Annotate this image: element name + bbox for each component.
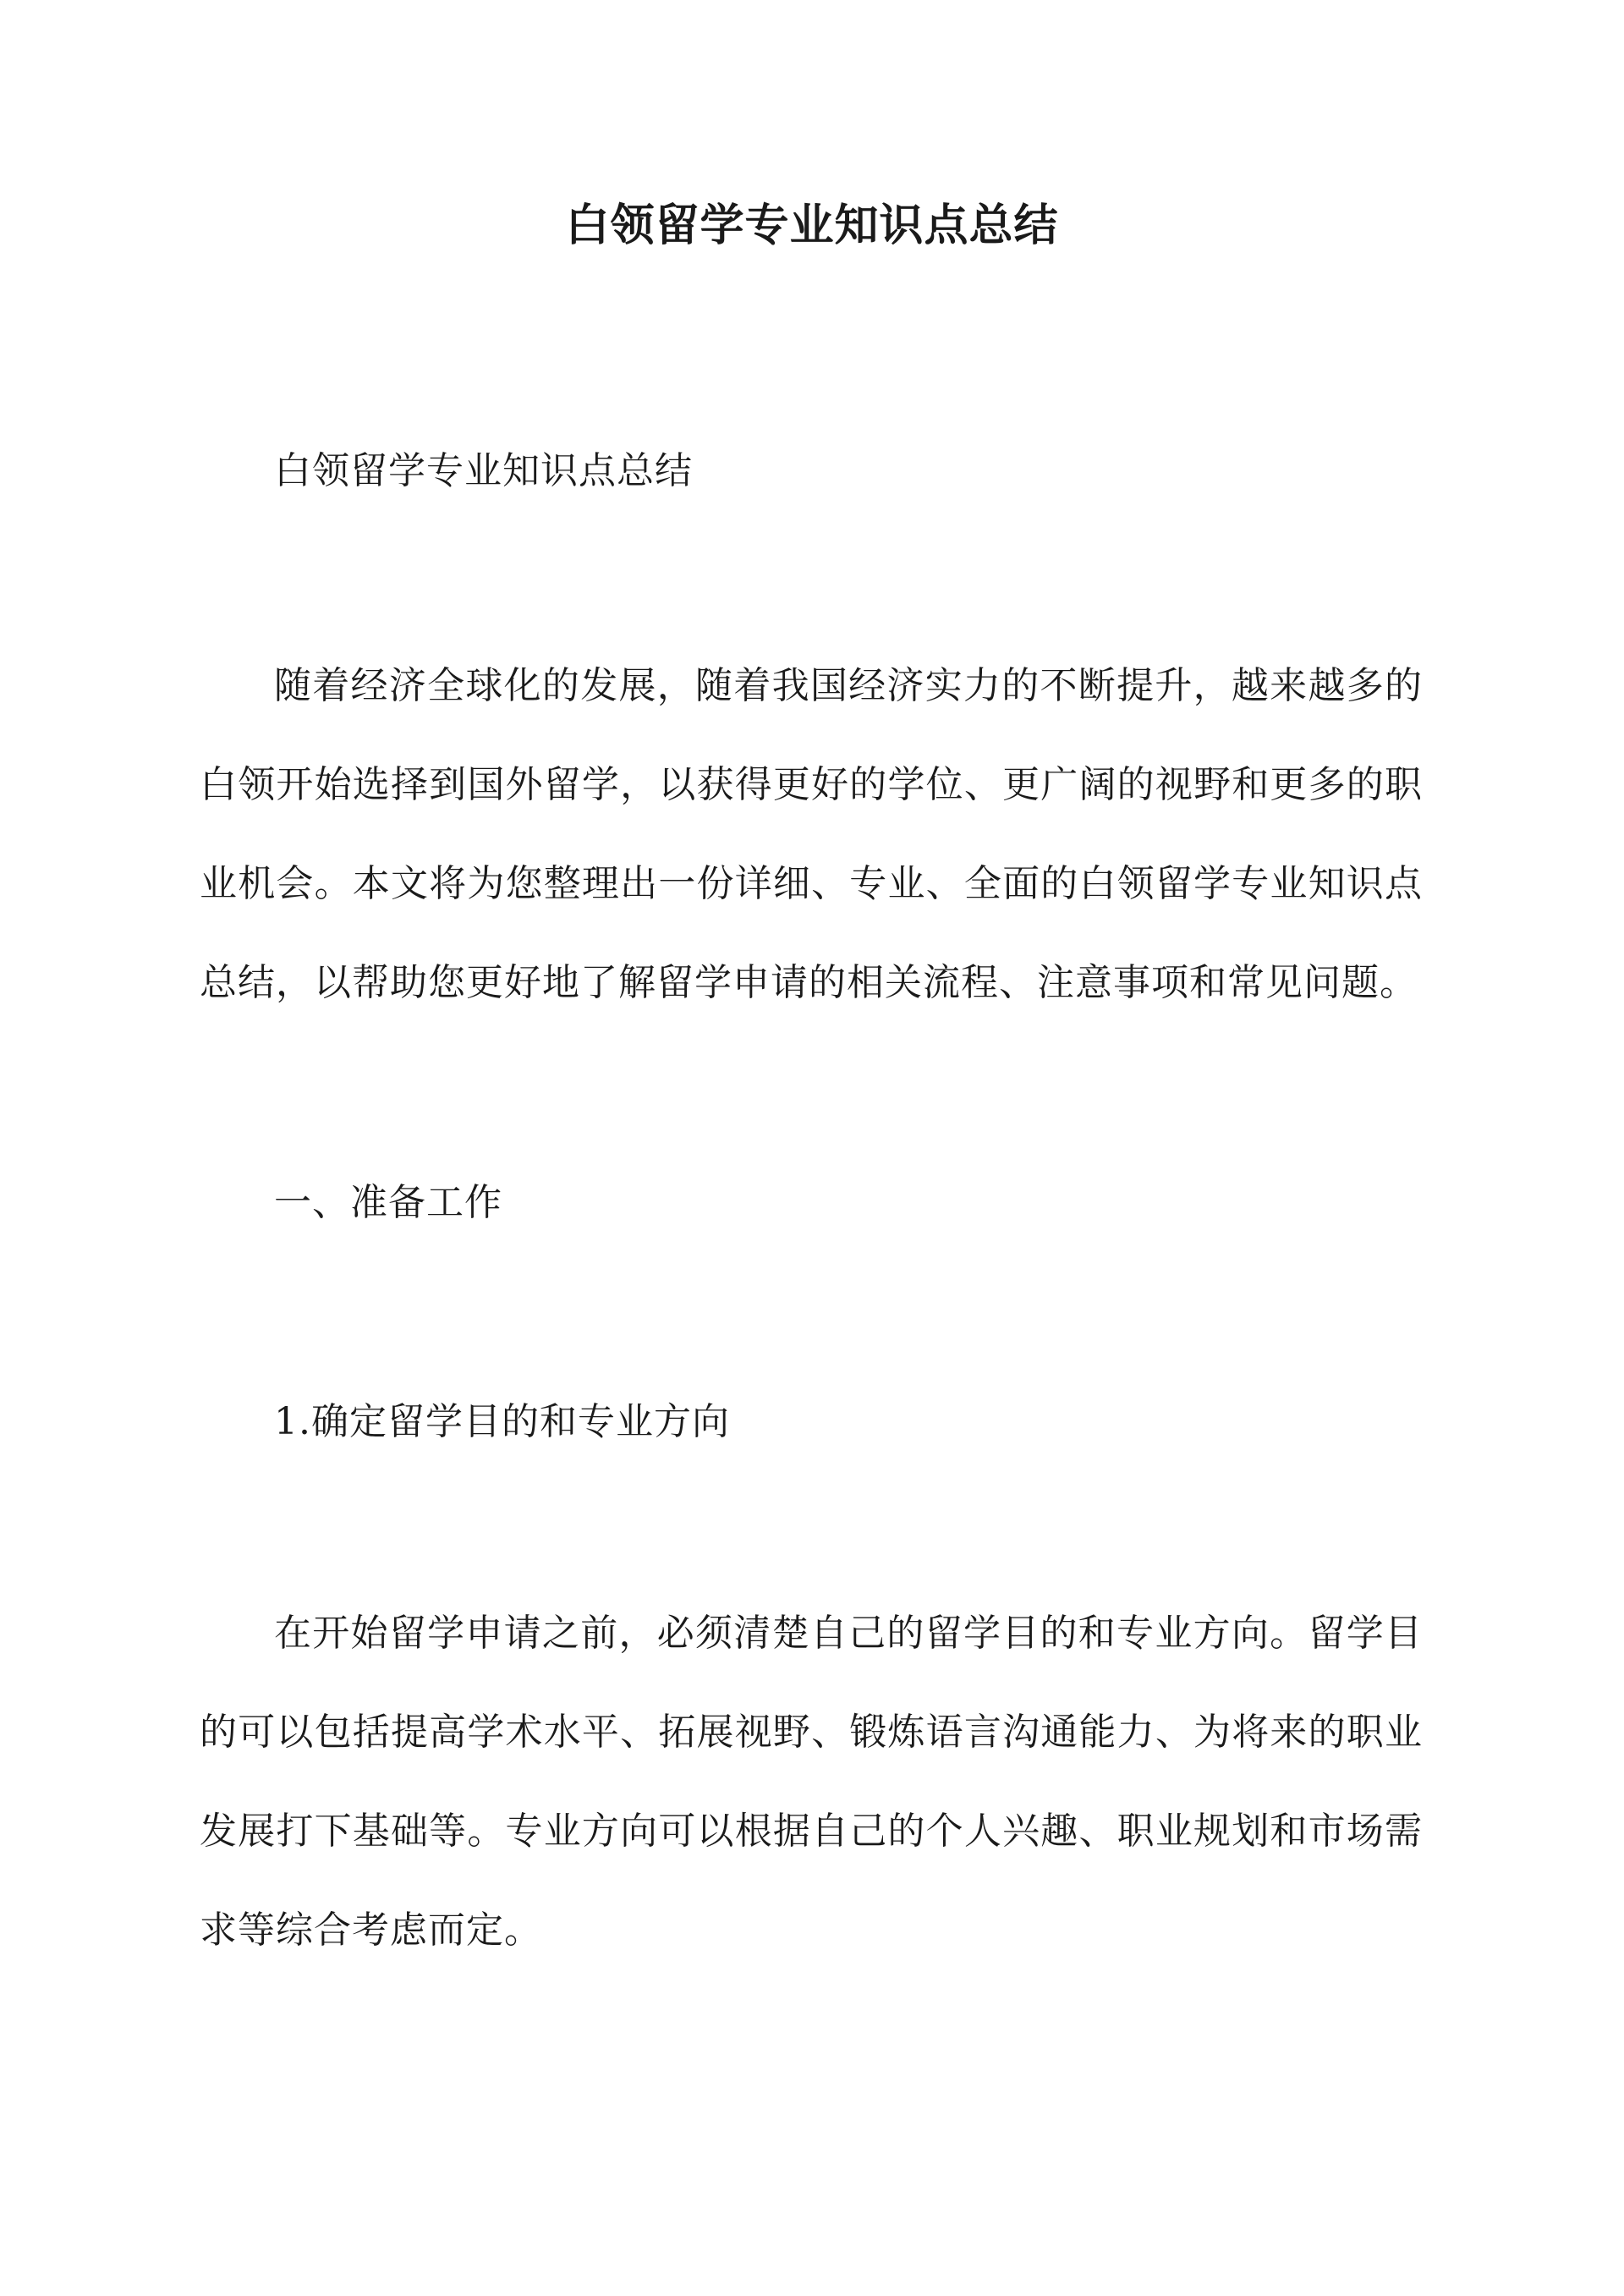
- section-heading: 一、准备工作: [274, 1181, 502, 1224]
- subtitle-paragraph: 白领留学专业知识点总结: [274, 449, 693, 492]
- document-title: 白领留学专业知识点总结: [565, 200, 1059, 251]
- intro-paragraph: 随着经济全球化的发展，随着我国经济实力的不断提升，越来越多的白领开始选择到国外留学，以获得更好的学位、更广阔的视野和更多的职业机会。本文将为您整理出一份详细、专业、全面的白领留学专业知识点总结，以帮助您更好地了解留学申请的相关流程、注意事项和常见问题。: [200, 664, 1423, 1004]
- body-paragraph: 在开始留学申请之前，必须清楚自己的留学目的和专业方向。留学目的可以包括提高学术水平、拓展视野、锻炼语言沟通能力、为将来的职业发展打下基础等。专业方向可以根据自己的个人兴趣、职业规划和市场需求等综合考虑而定。: [200, 1612, 1423, 1952]
- subsection-heading: 1.确定留学目的和专业方向: [274, 1400, 730, 1443]
